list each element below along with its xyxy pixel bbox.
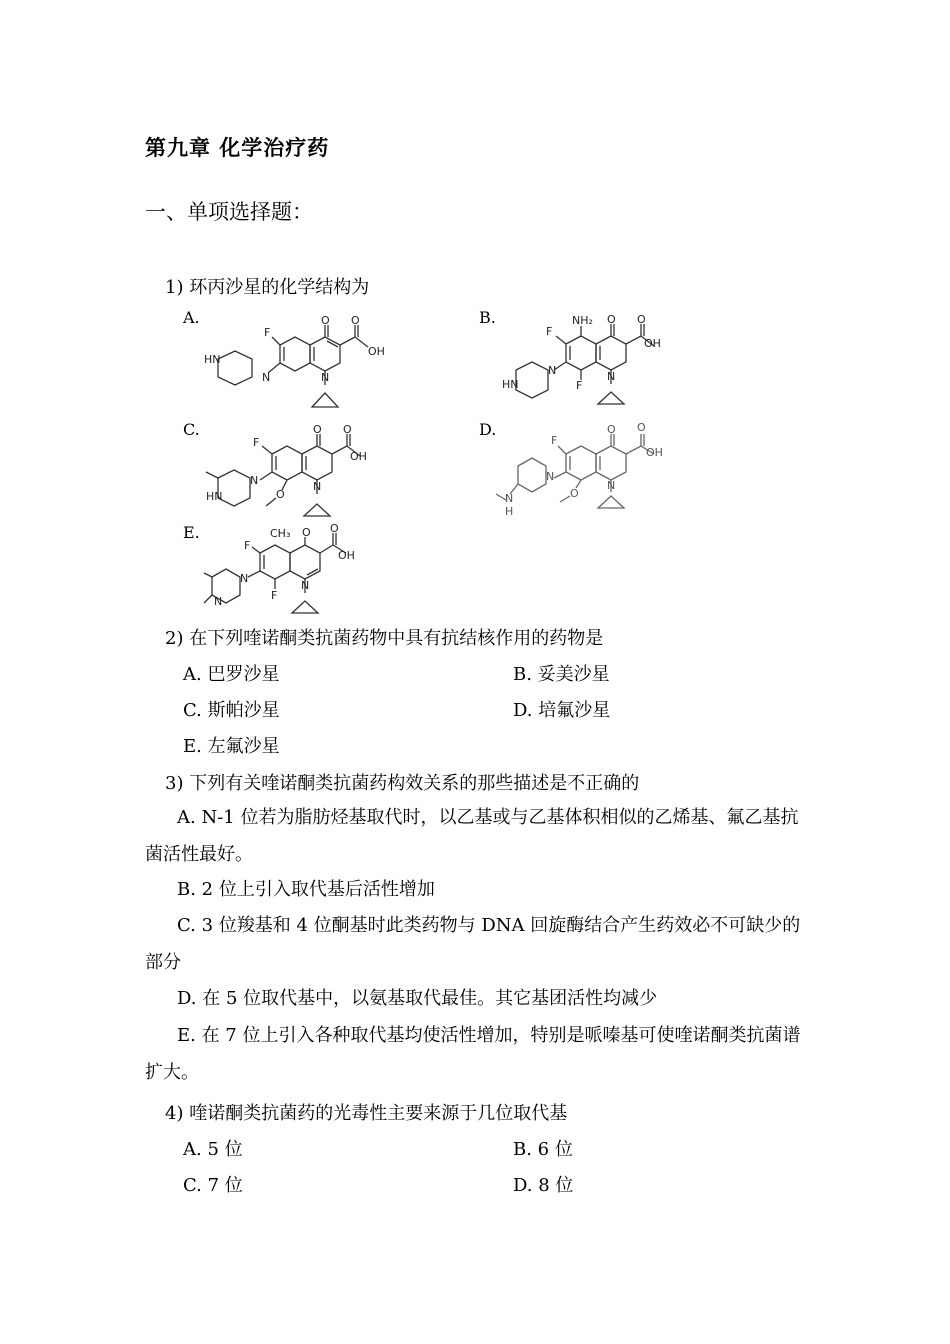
structure-d-o2-atom: O — [637, 421, 646, 434]
structure-d-o3-atom: O — [570, 487, 579, 500]
structure-e-o-atom: O — [302, 526, 311, 539]
structure-d-n1-atom: N — [607, 479, 616, 492]
q1-option-e-label: E. — [183, 523, 200, 542]
q2-option-b[interactable]: B. 妥美沙星 — [513, 664, 610, 685]
chapter-title: 第九章 化学治疗药 — [145, 135, 330, 160]
structure-d-diagram — [496, 421, 696, 524]
q4-option-d[interactable]: D. 8 位 — [513, 1175, 574, 1196]
structure-e-ch3-group: CH₃ — [270, 527, 291, 540]
structure-c-o3-atom: O — [276, 488, 285, 501]
structure-a-n-atom: N — [262, 371, 271, 384]
q2-option-d[interactable]: D. 培氟沙星 — [513, 700, 611, 721]
structure-d-o-atom: O — [607, 423, 616, 436]
q2-option-e[interactable]: E. 左氟沙星 — [183, 736, 280, 757]
q3-option-b[interactable]: B. 2 位上引入取代基后活性增加 — [177, 879, 435, 900]
structure-e-f2-atom: F — [271, 589, 278, 602]
structure-b-n1-atom: N — [607, 370, 616, 383]
structure-b-o-atom: O — [607, 313, 616, 326]
structure-b-hn-atom: HN — [502, 378, 519, 391]
structure-e-f-atom: F — [244, 539, 251, 552]
question-1-stem: 1) 环丙沙星的化学结构为 — [165, 277, 370, 298]
structure-e-o2-atom: O — [330, 522, 339, 535]
structure-c-o-atom: O — [313, 423, 322, 436]
question-2-stem: 2) 在下列喹诺酮类抗菌药物中具有抗结核作用的药物是 — [165, 628, 604, 649]
structure-d-n-atom: N — [546, 470, 555, 483]
q3-option-c[interactable]: C. 3 位羧基和 4 位酮基时此类药物与 DNA 回旋酶结合产生药效必不可缺少的部分 — [145, 915, 801, 973]
structure-b-diagram — [496, 312, 696, 412]
structure-c-n-atom: N — [250, 474, 259, 487]
q2-option-a[interactable]: A. 巴罗沙星 — [183, 664, 280, 685]
structure-d-n2-atom: N — [505, 492, 514, 505]
structure-e-n-atom: N — [240, 572, 249, 585]
question-3-stem: 3) 下列有关喹诺酮类抗菌药构效关系的那些描述是不正确的 — [165, 773, 640, 794]
q4-option-a[interactable]: A. 5 位 — [183, 1139, 243, 1160]
q1-option-c-label: C. — [183, 420, 200, 439]
structure-a-oh-atom: OH — [368, 345, 385, 358]
q1-option-d-label: D. — [479, 420, 497, 439]
q1-option-a-label: A. — [183, 308, 200, 327]
structure-c-diagram — [200, 424, 400, 524]
structure-b-oh-atom: OH — [644, 337, 661, 350]
structure-e-oh-atom: OH — [338, 549, 355, 562]
q2-option-c[interactable]: C. 斯帕沙星 — [183, 700, 280, 721]
structure-b-n-atom: N — [548, 364, 557, 377]
question-4-stem: 4) 喹诺酮类抗菌药的光毒性主要来源于几位取代基 — [165, 1103, 568, 1124]
structure-d-f-atom: F — [551, 434, 558, 447]
structure-d-oh-atom: OH — [646, 446, 663, 459]
structure-c-o2-atom: O — [343, 423, 352, 436]
structure-c-n1-atom: N — [313, 480, 322, 493]
q4-option-b[interactable]: B. 6 位 — [513, 1139, 573, 1160]
structure-c-f-atom: F — [253, 436, 260, 449]
structure-e-diagram — [200, 522, 400, 617]
section-title: 一、单项选择题： — [145, 200, 313, 224]
structure-d-h-atom: H — [505, 505, 514, 518]
structure-b-f2-atom: F — [576, 379, 583, 392]
structure-e-n1-atom: N — [301, 579, 310, 592]
structure-a-o-atom: O — [321, 314, 330, 327]
structure-a-o2-atom: O — [351, 314, 360, 327]
q4-option-c[interactable]: C. 7 位 — [183, 1175, 243, 1196]
structure-e-n2-atom: N — [214, 595, 223, 608]
structure-a-diagram — [200, 315, 400, 415]
q3-option-d[interactable]: D. 在 5 位取代基中，以氨基取代最佳。其它基团活性均减少 — [177, 988, 658, 1009]
structure-b-nh2-group: NH₂ — [572, 314, 593, 327]
structure-a-f-atom: F — [264, 326, 271, 339]
structure-c-oh-atom: OH — [350, 450, 367, 463]
q1-option-b-label: B. — [479, 308, 496, 327]
structure-c-hn-atom: HN — [206, 490, 223, 503]
q3-option-e[interactable]: E. 在 7 位上引入各种取代基均使活性增加，特别是哌嗪基可使喹诺酮类抗菌谱扩大。 — [145, 1025, 801, 1083]
structure-a-hn-atom: HN — [204, 353, 221, 366]
structure-b-o2-atom: O — [637, 313, 646, 326]
structure-a-n1-atom: N — [321, 371, 330, 384]
structure-b-f-atom: F — [546, 325, 553, 338]
q3-option-a[interactable]: A. N-1 位若为脂肪烃基取代时，以乙基或与乙基体积相似的乙烯基、氟乙基抗菌活性最好。 — [145, 807, 799, 865]
